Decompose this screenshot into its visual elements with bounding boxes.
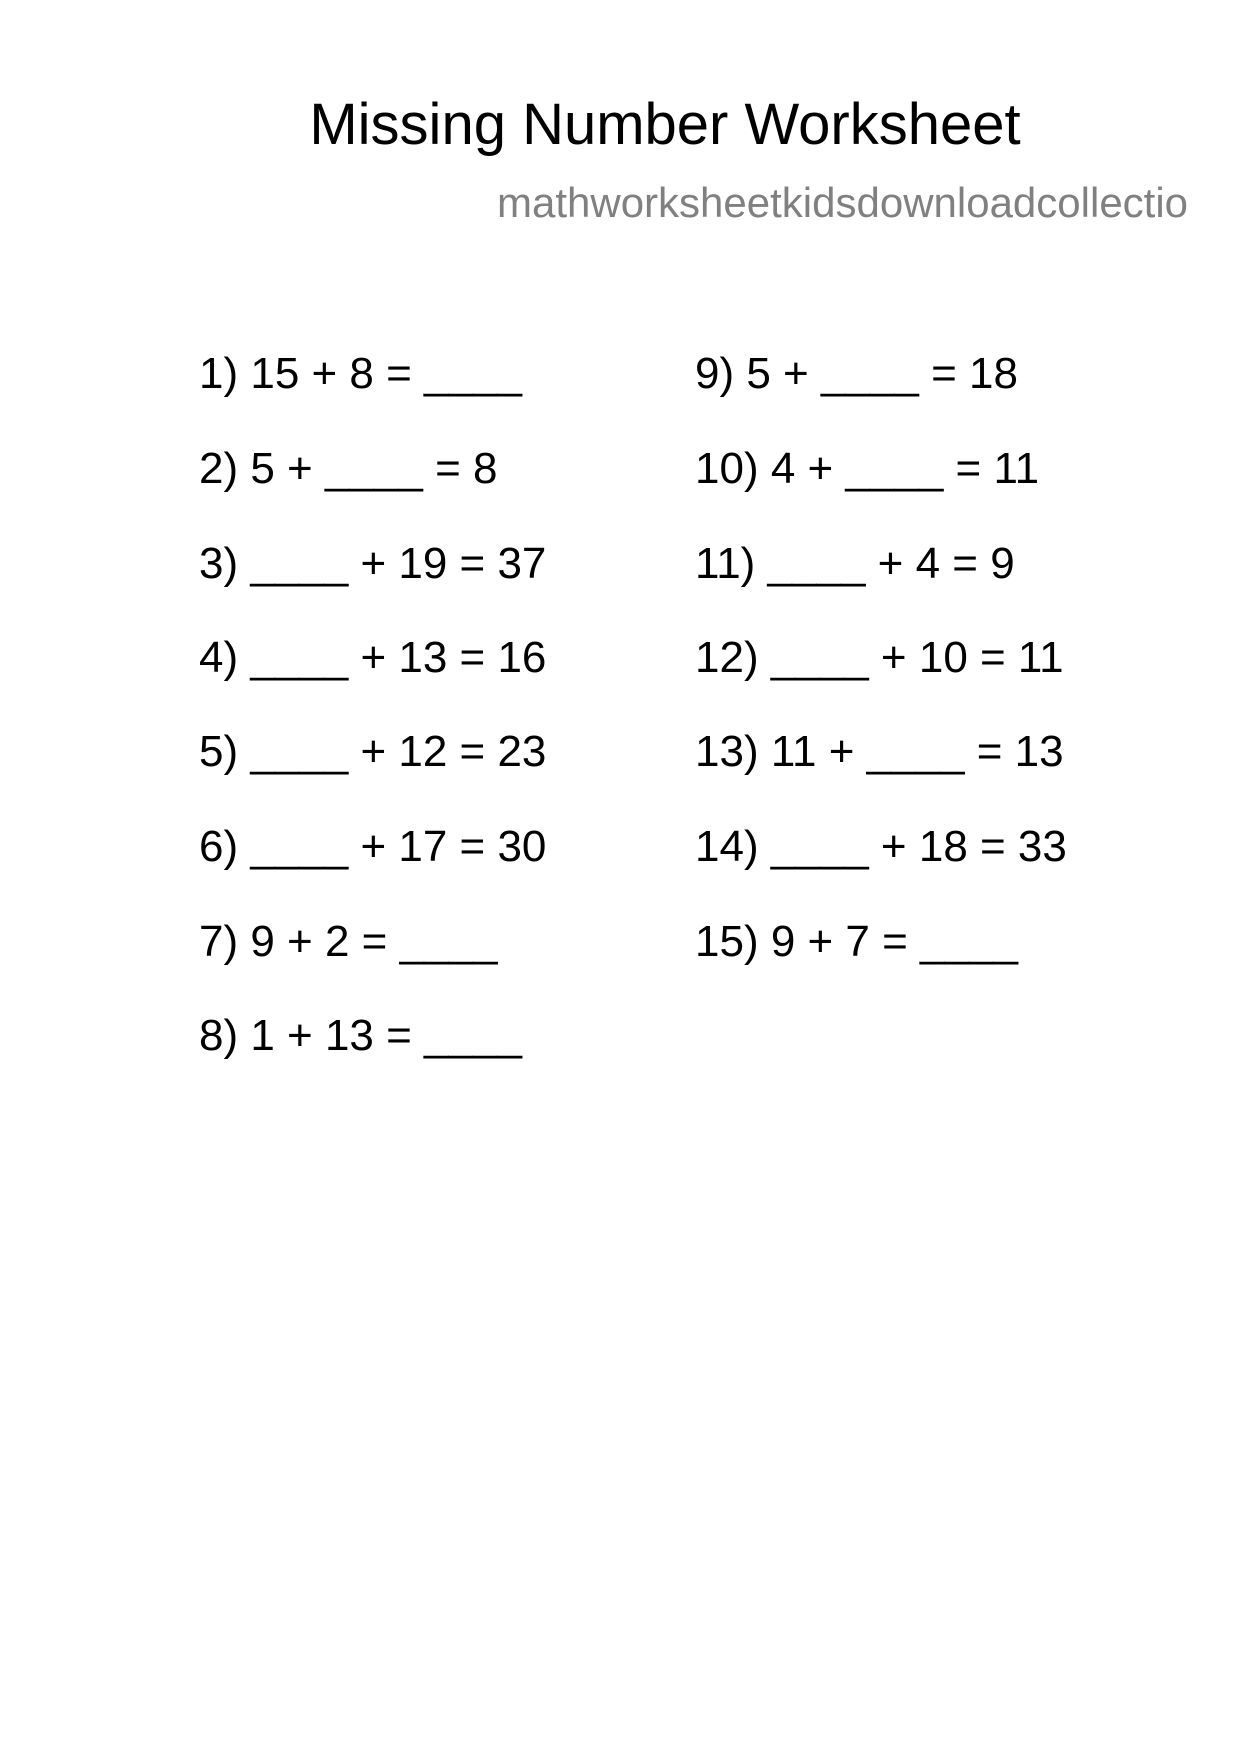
problem-3: 3) ____ + 19 = 37 [199, 539, 547, 588]
problem-9: 9) 5 + ____ = 18 [695, 349, 1018, 398]
source-watermark: mathworksheetkidsdownloadcollectio [497, 179, 1189, 226]
problem-5: 5) ____ + 12 = 23 [199, 727, 547, 776]
problem-13: 13) 11 + ____ = 13 [695, 727, 1064, 776]
problem-15: 15) 9 + 7 = ____ [695, 917, 1018, 966]
problem-10: 10) 4 + ____ = 11 [695, 444, 1040, 493]
problem-11: 11) ____ + 4 = 9 [695, 539, 1015, 588]
problem-14: 14) ____ + 18 = 33 [695, 822, 1067, 871]
problem-6: 6) ____ + 17 = 30 [199, 822, 547, 871]
problem-2: 2) 5 + ____ = 8 [199, 444, 498, 493]
problem-7: 7) 9 + 2 = ____ [199, 917, 498, 966]
problem-1: 1) 15 + 8 = ____ [199, 349, 522, 398]
problem-8: 8) 1 + 13 = ____ [199, 1011, 522, 1060]
worksheet-title: Missing Number Worksheet [309, 92, 1021, 157]
problem-4: 4) ____ + 13 = 16 [199, 633, 547, 682]
problem-12: 12) ____ + 10 = 11 [695, 633, 1064, 682]
